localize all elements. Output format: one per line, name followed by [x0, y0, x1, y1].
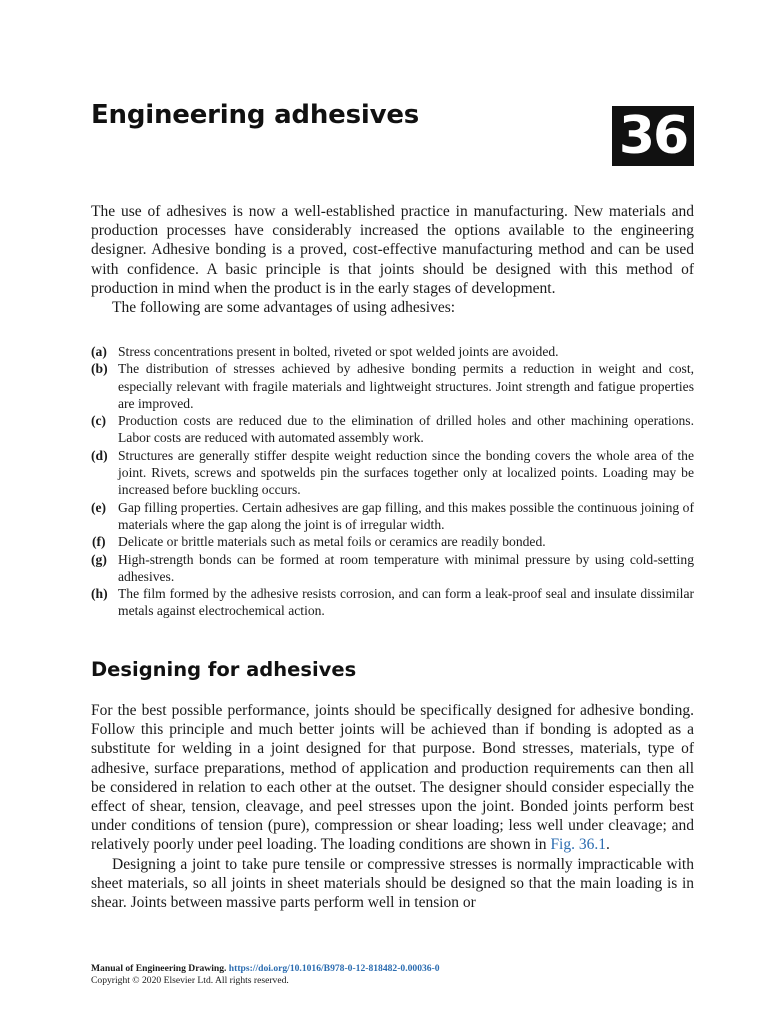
- list-item-text: The film formed by the adhesive resists corrosion, and can form a leak-proof seal and insulate dissimilar metals against electrochemical action.: [118, 586, 694, 619]
- copyright-line: Copyright © 2020 Elsevier Ltd. All rights reserved.: [91, 975, 289, 986]
- list-item: [91, 412, 694, 447]
- list-item-text: High-strength bonds can be formed at room temperature with minimal pressure by using cold-setting adhesives.: [118, 551, 694, 584]
- design-paragraph-end: .: [606, 836, 610, 854]
- list-item: [91, 343, 694, 360]
- list-item: [91, 447, 694, 499]
- list-item-letter: (b): [91, 361, 108, 377]
- section-heading: Designing for adhesives: [91, 658, 357, 681]
- advantages-list: [91, 343, 694, 620]
- list-item: [91, 360, 694, 412]
- list-item: [91, 499, 694, 534]
- list-item-text: Gap filling properties. Certain adhesives are gap filling, and this makes possible the continuous joining of materials where the gap along the joint is of irregular width.: [118, 499, 694, 532]
- list-item-letter: (f): [92, 534, 106, 550]
- design-paragraph-text: For the best possible performance, joints should be specifically designed for adhesive bonding. Follow this principle and much better joints will be achieved than if bonding is adopted as a substitute for welding in a joint designed for that purpose. Bond stresses, materials, type of adhesive, surface preparations, method of application and production requirements can then all be considered in relation to each other at the outset. The designer should consider especially the effect of shear, tension, cleavage, and peel stresses upon the joint. Bonded joints perform best under conditions of tension (pure), compression or shear loading; less well under cleavage; and relatively poorly under peel loading. The loading conditions are shown in: [91, 702, 694, 854]
- book-title: Manual of Engineering Drawing.: [91, 963, 227, 974]
- design-paragraph: [91, 701, 694, 855]
- list-item: [91, 533, 694, 550]
- list-item-text: Production costs are reduced due to the elimination of drilled holes and other machining operations. Labor costs are reduced with automated assembly work.: [118, 413, 694, 446]
- designing-section: [91, 701, 694, 912]
- figure-link[interactable]: Fig. 36.1: [550, 836, 606, 854]
- list-item: [91, 551, 694, 586]
- chapter-title: Engineering adhesives: [91, 100, 420, 130]
- list-item-letter: (e): [91, 499, 107, 515]
- citation-line: [91, 963, 694, 975]
- list-item: [91, 585, 694, 620]
- intro-paragraph: The use of adhesives is now a well-established practice in manufacturing. New materials and production processes have considerably increased the options available to the engineering designer. Adhesive bonding is a proved, cost-effective manufacturing method and can be used with confidence. A basic principle is that joints should be designed with this method of production in mind when the product is in the early stages of development.: [91, 203, 694, 297]
- chapter-number-badge: 36: [612, 106, 694, 166]
- list-item-letter: (d): [91, 447, 108, 463]
- advantages-lead-in: The following are some advantages of using adhesives:: [112, 299, 456, 317]
- list-item-text: The distribution of stresses achieved by adhesive bonding permits a reduction in weight and cost, especially relevant with fragile materials and lightweight structures. Joint strength and fatigue properties are improved.: [118, 361, 694, 411]
- design-paragraph-2: Designing a joint to take pure tensile or compressive stresses is normally impracticable with sheet materials, so all joints in sheet materials should be designed so that the main loading is in shear. Joints between massive parts perform well in tension or: [91, 855, 694, 912]
- list-item-letter: (a): [91, 344, 107, 359]
- doi-link[interactable]: https://doi.org/10.1016/B978-0-12-818482-0.00036-0: [228, 963, 440, 974]
- list-item-text: Stress concentrations present in bolted, riveted or spot welded joints are avoided.: [118, 344, 559, 359]
- list-item-letter: (g): [91, 551, 107, 567]
- list-item-text: Structures are generally stiffer despite weight reduction since the bonding covers the whole area of the joint. Rivets, screws and spotwelds pin the surfaces together only at localized points. Loading may be increased before buckling occurs.: [118, 447, 694, 498]
- list-item-letter: (h): [91, 586, 108, 602]
- intro-section: [91, 202, 694, 317]
- list-item-text: Delicate or brittle materials such as metal foils or ceramics are readily bonded.: [118, 534, 546, 550]
- list-item-letter: (c): [91, 413, 107, 429]
- page-footer: [91, 963, 694, 987]
